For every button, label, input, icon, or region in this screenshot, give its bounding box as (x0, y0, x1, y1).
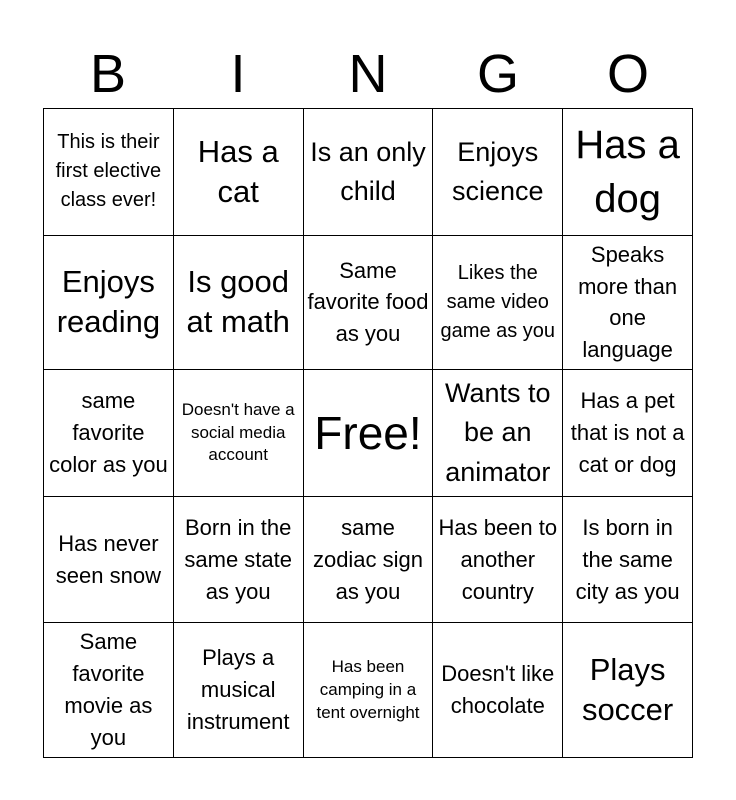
bingo-cell[interactable]: Born in the same state as you (174, 497, 304, 624)
header-letter-o: O (606, 44, 649, 104)
bingo-cell[interactable]: same favorite color as you (44, 370, 174, 497)
bingo-cell[interactable]: Doesn't like chocolate (433, 623, 563, 758)
bingo-cell[interactable]: Same favorite food as you (304, 236, 434, 371)
bingo-board (43, 108, 693, 758)
header-letter-g: G (476, 44, 519, 104)
free-space[interactable]: Free! (304, 370, 434, 497)
bingo-cell[interactable]: same zodiac sign as you (304, 497, 434, 624)
header-letter-i: I (230, 44, 246, 104)
bingo-cell[interactable]: Is good at math (174, 236, 304, 371)
bingo-cell[interactable]: Has a dog (563, 109, 693, 236)
bingo-cell[interactable]: Doesn't have a social media account (174, 370, 304, 497)
bingo-cell[interactable]: Wants to be an animator (433, 370, 563, 497)
bingo-header (43, 40, 693, 108)
bingo-cell[interactable]: This is their first elective class ever! (44, 109, 174, 236)
bingo-cell[interactable]: Enjoys science (433, 109, 563, 236)
bingo-cell[interactable]: Likes the same video game as you (433, 236, 563, 371)
bingo-cell[interactable]: Has a cat (174, 109, 304, 236)
bingo-cell[interactable]: Has never seen snow (44, 497, 174, 624)
bingo-cell[interactable]: Same favorite movie as you (44, 623, 174, 758)
bingo-cell[interactable]: Is born in the same city as you (563, 497, 693, 624)
bingo-cell[interactable]: Plays a musical instrument (174, 623, 304, 758)
bingo-cell[interactable]: Speaks more than one language (563, 236, 693, 371)
bingo-cell[interactable]: Is an only child (304, 109, 434, 236)
bingo-cell[interactable]: Has been to another country (433, 497, 563, 624)
bingo-cell[interactable]: Enjoys reading (44, 236, 174, 371)
header-letter-n: N (348, 44, 388, 104)
bingo-cell[interactable]: Has a pet that is not a cat or dog (563, 370, 693, 497)
bingo-cell[interactable]: Has been camping in a tent overnight (304, 623, 434, 758)
bingo-cell[interactable]: Plays soccer (563, 623, 693, 758)
header-letter-b: B (89, 44, 127, 104)
